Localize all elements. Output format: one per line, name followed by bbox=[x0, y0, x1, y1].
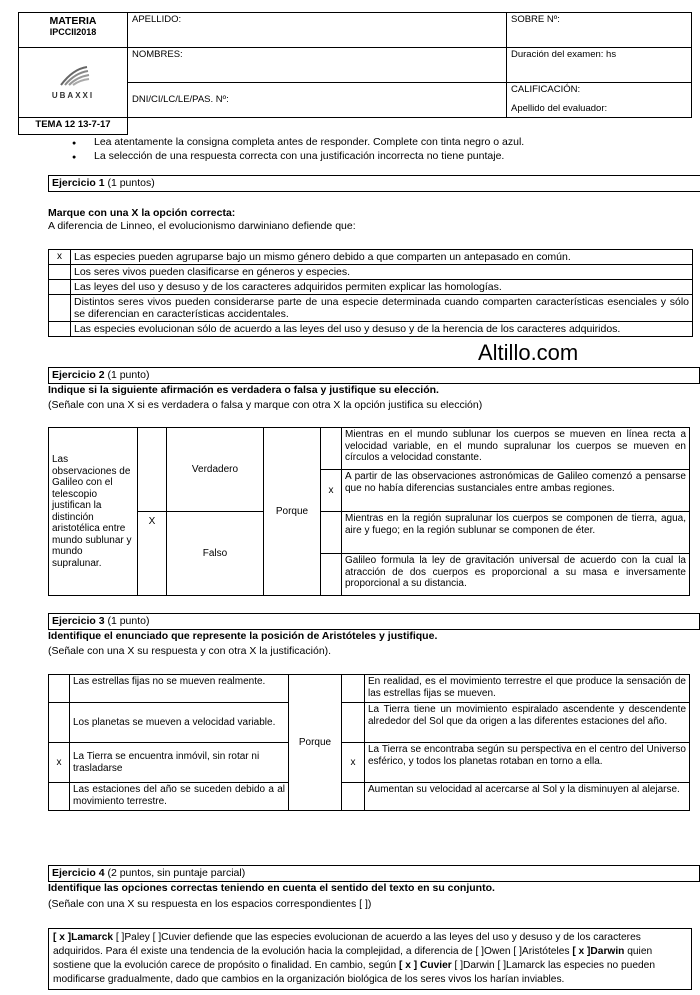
ex4-title: Ejercicio 4 bbox=[52, 867, 105, 879]
ex4-heading bbox=[48, 865, 700, 882]
statement-checkbox[interactable] bbox=[49, 675, 70, 703]
justification-checkbox[interactable]: x bbox=[342, 743, 365, 783]
exam-header bbox=[18, 12, 692, 135]
option-checkbox[interactable] bbox=[49, 295, 71, 322]
ex2-prompt: Indique si la siguiente afirmación es verdadera o falsa y justifique su elección. bbox=[48, 384, 439, 396]
logo-cell bbox=[19, 48, 128, 118]
option-checkbox[interactable]: x bbox=[49, 250, 71, 265]
ex3-note: (Señale con una X su respuesta y con otra X la justificación). bbox=[48, 645, 332, 657]
justification-checkbox[interactable] bbox=[321, 428, 342, 470]
ex4-prompt: Identifique las opciones correctas teniendo en cuenta el sentido del texto en su conjunto. bbox=[48, 882, 495, 894]
instruction-item: ● Lea atentamente la consigna completa antes de responder. Complete con tinta negro o azul. bbox=[72, 136, 682, 150]
ex1-option-row[interactable] bbox=[49, 280, 693, 295]
verdadero-label: Verdadero bbox=[167, 428, 264, 512]
ex1-option-row[interactable] bbox=[49, 265, 693, 280]
statement-checkbox[interactable] bbox=[49, 703, 70, 743]
ex2-heading bbox=[48, 367, 700, 384]
statement-text: La Tierra se encuentra inmóvil, sin rotar ni trasladarse bbox=[70, 743, 289, 783]
ex1-question: A diferencia de Linneo, el evolucionismo darwiniano defiende que: bbox=[48, 220, 356, 232]
option-text: Las leyes del uso y desuso y de los caracteres adquiridos permiten explicar las homologías. bbox=[71, 280, 693, 295]
falso-label: Falso bbox=[167, 512, 264, 596]
justification-text: Mientras en el mundo sublunar los cuerpos se mueven en línea recta a velocidad variable, en el mundo supralunar los cuerpos se mueven en círculos a velocidad constante. bbox=[342, 428, 690, 470]
ex1-prompt: Marque con una X la opción correcta: bbox=[48, 207, 236, 219]
porque-label: Porque bbox=[289, 675, 342, 811]
darwin-choice[interactable]: [ x ]Darwin bbox=[572, 946, 625, 958]
justification-text: Mientras en la región supralunar los cuerpos se componen de tierra, agua, aire y fuego; en la región sublunar se componen de éter. bbox=[342, 512, 690, 554]
ex1-options-table bbox=[48, 249, 693, 337]
materia-cell bbox=[19, 13, 128, 48]
justification-checkbox[interactable] bbox=[342, 783, 365, 811]
ex3-heading bbox=[48, 613, 700, 630]
verdadero-checkbox[interactable] bbox=[138, 428, 167, 512]
materia-label: MATERIA bbox=[49, 15, 97, 27]
logo-text: UBAXXI bbox=[51, 90, 95, 100]
ex1-title: Ejercicio 1 bbox=[52, 177, 105, 189]
instruction-item: ● La selección de una respuesta correcta con una justificación incorrecta no tiene puntaje. bbox=[72, 150, 682, 164]
falso-checkbox[interactable]: X bbox=[138, 512, 167, 596]
ubaxxi-logo-icon bbox=[55, 65, 91, 87]
ex4-note: (Señale con una X su respuesta en los espacios correspondientes [ ]) bbox=[48, 898, 372, 910]
justification-text: Galileo formula la ley de gravitación universal de acuerdo con la cual la atracción de dos cuerpos es proporcional a su masa e inversamente proporcional a su distancia. bbox=[342, 554, 690, 596]
ex4-text-box bbox=[48, 928, 692, 990]
justification-text: En realidad, es el movimiento terrestre el que produce la sensación de las estrellas fijas se mueven. bbox=[365, 675, 690, 703]
ex2-points: (1 punto) bbox=[104, 369, 150, 381]
instructions-list bbox=[72, 136, 682, 163]
watermark-text: Altillo.com bbox=[478, 340, 579, 365]
justification-checkbox[interactable] bbox=[321, 512, 342, 554]
ex1-points: (1 puntos) bbox=[104, 177, 155, 189]
option-checkbox[interactable] bbox=[49, 265, 71, 280]
justification-text: Aumentan su velocidad al acercarse al Sol y la disminuyen al alejarse. bbox=[365, 783, 690, 811]
ex4-text-part: [ ]Darwin [ ]Lamarck las especies no pueden modificarse gradualmente, dado que cambios en la organización biológica de los seres vivos los harían inviables. bbox=[53, 960, 655, 986]
statement-checkbox[interactable]: x bbox=[49, 743, 70, 783]
statement-text: Las estrellas fijas no se mueven realmente. bbox=[70, 675, 289, 703]
sobre-field[interactable]: SOBRE Nº: bbox=[507, 13, 692, 48]
evaluador-label: Apellido del evaluador: bbox=[511, 102, 608, 114]
ex2-title: Ejercicio 2 bbox=[52, 369, 105, 381]
option-text: Las especies pueden agruparse bajo un mismo género debido a que comparten un antepasado en común. bbox=[71, 250, 693, 265]
ex1-option-row[interactable] bbox=[49, 250, 693, 265]
ex2-table bbox=[48, 427, 690, 596]
apellido-field[interactable]: APELLIDO: bbox=[128, 13, 507, 48]
calificacion-cell bbox=[507, 83, 692, 118]
justification-checkbox[interactable] bbox=[321, 554, 342, 596]
statement-text: Los planetas se mueven a velocidad variable. bbox=[70, 703, 289, 743]
justification-checkbox[interactable]: x bbox=[321, 470, 342, 512]
dni-field[interactable]: DNI/CI/LC/LE/PAS. Nº: bbox=[128, 83, 507, 118]
tema-cell: TEMA 12 13-7-17 bbox=[19, 118, 128, 135]
ex4-points: (2 puntos, sin puntaje parcial) bbox=[104, 867, 246, 879]
ex1-option-row[interactable] bbox=[49, 295, 693, 322]
nombres-field[interactable]: NOMBRES: bbox=[128, 48, 507, 83]
option-checkbox[interactable] bbox=[49, 322, 71, 337]
justification-checkbox[interactable] bbox=[342, 703, 365, 743]
ex3-prompt: Identifique el enunciado que represente la posición de Aristóteles y justifique. bbox=[48, 630, 438, 642]
option-text: Distintos seres vivos pueden considerarse parte de una especie determinada cuando comparten características esenciales y sólo se diferencian en características accidentales. bbox=[71, 295, 693, 322]
option-text: Las especies evolucionan sólo de acuerdo a las leyes del uso y desuso y de la herencia de los caracteres adquiridos. bbox=[71, 322, 693, 337]
justification-text: A partir de las observaciones astronómicas de Galileo comenzó a pensarse que no había diferencias sustanciales entre ambas regiones. bbox=[342, 470, 690, 512]
ex1-heading bbox=[48, 175, 700, 192]
justification-checkbox[interactable] bbox=[342, 675, 365, 703]
option-text: Los seres vivos pueden clasificarse en géneros y especies. bbox=[71, 265, 693, 280]
justification-text: La Tierra se encontraba según su perspectiva en el centro del Universo esférico, y todos los planetas rotaban en torno a ella. bbox=[365, 743, 690, 783]
ex4-text-part: [ ]Paley [ ]Cuvier defiende que las especies evolucionan de acuerdo a las leyes del uso y desuso y de los caracteres adquiridos. Para él existe una tendencia de la evolución hacia la complejidad, a diferencia de [ ]Owen [ ]Aristóteles bbox=[53, 932, 641, 958]
materia-code: IPCCII2018 bbox=[49, 27, 97, 38]
ex3-table bbox=[48, 674, 690, 811]
duracion-field[interactable]: Duración del examen: hs bbox=[507, 48, 692, 83]
lamarck-choice[interactable]: [ x ]Lamarck bbox=[53, 932, 114, 943]
option-checkbox[interactable] bbox=[49, 280, 71, 295]
cuvier-choice[interactable]: [ x ] Cuvier bbox=[399, 960, 452, 972]
ex3-title: Ejercicio 3 bbox=[52, 615, 105, 627]
ex3-points: (1 punto) bbox=[104, 615, 150, 627]
ex1-option-row[interactable] bbox=[49, 322, 693, 337]
justification-text: La Tierra tiene un movimiento espiralado ascendente y descendente alrededor del Sol que da origen a las diferentes estaciones del año. bbox=[365, 703, 690, 743]
statement-checkbox[interactable] bbox=[49, 783, 70, 811]
ex4-text-part: quien sostiene que la evolución carece de propósito o finalidad. En cambio, según bbox=[53, 946, 653, 972]
calificacion-label: CALIFICACIÓN: bbox=[511, 84, 581, 95]
statement-text: Las estaciones del año se suceden debido a al movimiento terrestre. bbox=[70, 783, 289, 811]
ex2-statement: Las observaciones de Galileo con el telescopio justifican la distinción aristotélica entre mundo sublunar y mundo supralunar. bbox=[49, 428, 138, 596]
porque-label: Porque bbox=[264, 428, 321, 596]
ex2-note: (Señale con una X si es verdadera o falsa y marque con otra X la opción justifica su elección) bbox=[48, 399, 483, 411]
